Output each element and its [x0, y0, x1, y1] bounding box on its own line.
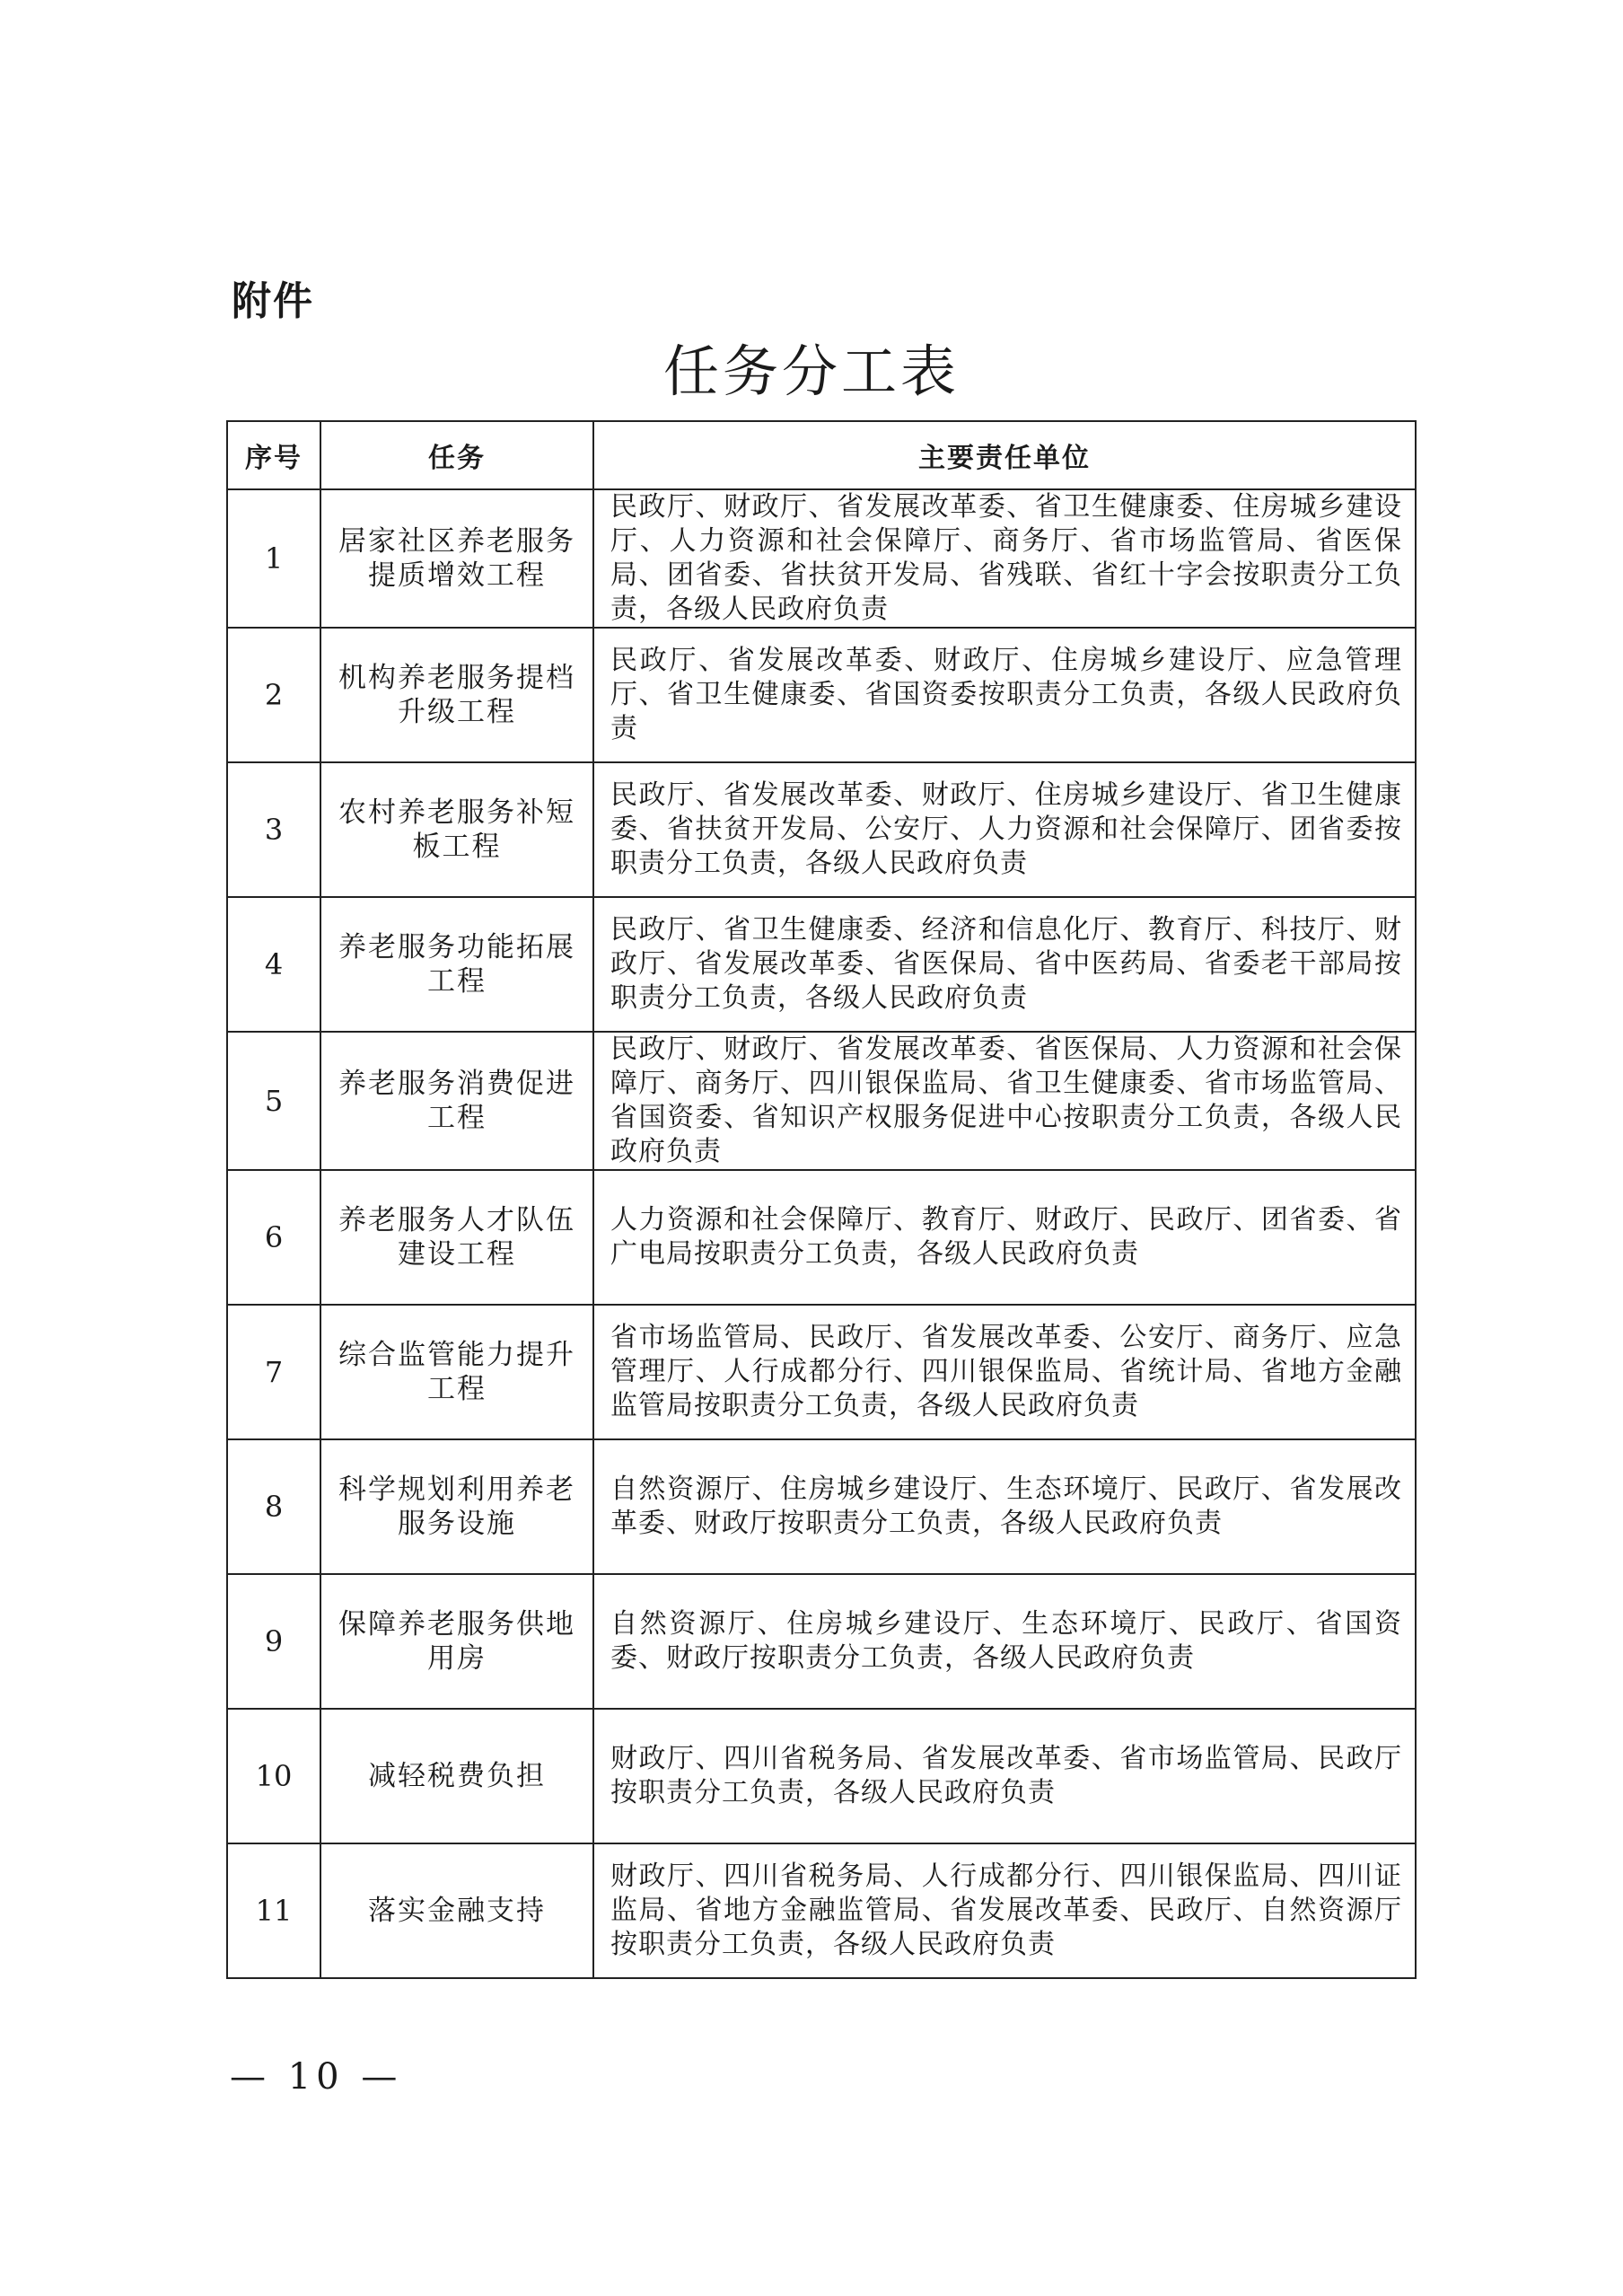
- row-task: 综合监管能力提升工程: [320, 1305, 593, 1439]
- row-responsible-units: 财政厅、四川省税务局、省发展改革委、省市场监管局、民政厅按职责分工负责，各级人民政府负责: [593, 1709, 1416, 1843]
- row-number: 7: [227, 1305, 320, 1439]
- row-responsible-units: 民政厅、财政厅、省发展改革委、省卫生健康委、住房城乡建设厅、人力资源和社会保障厅、商务厅、省市场监管局、省医保局、团省委、省扶贫开发局、省残联、省红十字会按职责分工负责，各级人民政府负责: [593, 489, 1416, 628]
- row-number: 10: [227, 1709, 320, 1843]
- column-header-responsible-units: 主要责任单位: [593, 421, 1416, 489]
- table-row: [227, 762, 1416, 897]
- row-responsible-units: 自然资源厅、住房城乡建设厅、生态环境厅、民政厅、省发展改革委、财政厅按职责分工负责，各级人民政府负责: [593, 1439, 1416, 1574]
- table-row: [227, 1574, 1416, 1709]
- table-row: [227, 1032, 1416, 1170]
- table-row: [227, 489, 1416, 628]
- attachment-label: 附件: [232, 278, 314, 324]
- table-header-row: [227, 421, 1416, 489]
- column-header-number: 序号: [227, 421, 320, 489]
- table-row: [227, 628, 1416, 762]
- row-number: 3: [227, 762, 320, 897]
- row-number: 1: [227, 489, 320, 628]
- table-row: [227, 1305, 1416, 1439]
- table-row: [227, 1439, 1416, 1574]
- row-task: 养老服务人才队伍建设工程: [320, 1170, 593, 1305]
- row-task: 居家社区养老服务提质增效工程: [320, 489, 593, 628]
- row-task: 科学规划利用养老服务设施: [320, 1439, 593, 1574]
- column-header-task: 任务: [320, 421, 593, 489]
- row-task: 养老服务消费促进工程: [320, 1032, 593, 1170]
- row-number: 8: [227, 1439, 320, 1574]
- row-task: 保障养老服务供地用房: [320, 1574, 593, 1709]
- row-responsible-units: 省市场监管局、民政厅、省发展改革委、公安厅、商务厅、应急管理厅、人行成都分行、四川银保监局、省统计局、省地方金融监管局按职责分工负责，各级人民政府负责: [593, 1305, 1416, 1439]
- row-number: 2: [227, 628, 320, 762]
- row-number: 4: [227, 897, 320, 1032]
- row-responsible-units: 民政厅、省卫生健康委、经济和信息化厅、教育厅、科技厅、财政厅、省发展改革委、省医保局、省中医药局、省委老干部局按职责分工负责，各级人民政府负责: [593, 897, 1416, 1032]
- row-responsible-units: 民政厅、省发展改革委、财政厅、住房城乡建设厅、应急管理厅、省卫生健康委、省国资委按职责分工负责，各级人民政府负责: [593, 628, 1416, 762]
- row-task: 减轻税费负担: [320, 1709, 593, 1843]
- row-number: 9: [227, 1574, 320, 1709]
- row-responsible-units: 人力资源和社会保障厅、教育厅、财政厅、民政厅、团省委、省广电局按职责分工负责，各级人民政府负责: [593, 1170, 1416, 1305]
- row-responsible-units: 自然资源厅、住房城乡建设厅、生态环境厅、民政厅、省国资委、财政厅按职责分工负责，各级人民政府负责: [593, 1574, 1416, 1709]
- document-title: 任务分工表: [662, 339, 960, 404]
- row-task: 农村养老服务补短板工程: [320, 762, 593, 897]
- row-task: 养老服务功能拓展工程: [320, 897, 593, 1032]
- row-number: 6: [227, 1170, 320, 1305]
- row-task: 落实金融支持: [320, 1843, 593, 1978]
- task-division-table: [226, 420, 1417, 1979]
- row-responsible-units: 财政厅、四川省税务局、人行成都分行、四川银保监局、四川证监局、省地方金融监管局、省发展改革委、民政厅、自然资源厅按职责分工负责，各级人民政府负责: [593, 1843, 1416, 1978]
- row-task: 机构养老服务提档升级工程: [320, 628, 593, 762]
- table-row: [227, 1709, 1416, 1843]
- table-row: [227, 1170, 1416, 1305]
- table-row: [227, 1843, 1416, 1978]
- row-responsible-units: 民政厅、财政厅、省发展改革委、省医保局、人力资源和社会保障厅、商务厅、四川银保监局、省卫生健康委、省市场监管局、省国资委、省知识产权服务促进中心按职责分工负责，各级人民政府负责: [593, 1032, 1416, 1170]
- row-number: 5: [227, 1032, 320, 1170]
- row-number: 11: [227, 1843, 320, 1978]
- page-number: — 10 —: [230, 2056, 403, 2098]
- row-responsible-units: 民政厅、省发展改革委、财政厅、住房城乡建设厅、省卫生健康委、省扶贫开发局、公安厅、人力资源和社会保障厅、团省委按职责分工负责，各级人民政府负责: [593, 762, 1416, 897]
- table-row: [227, 897, 1416, 1032]
